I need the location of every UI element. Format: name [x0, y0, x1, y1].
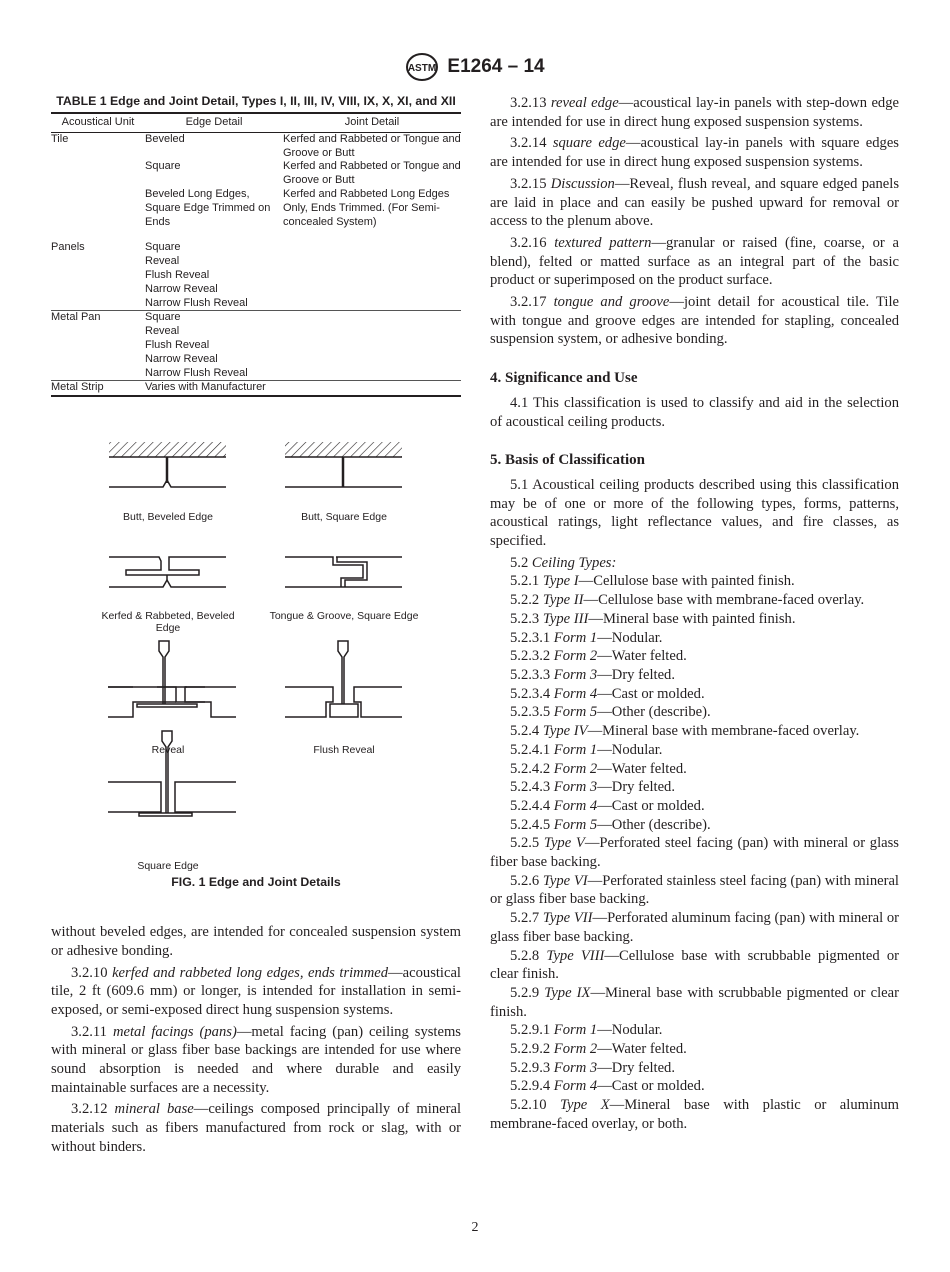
item-body: —ceilings composed principally of mineral materials such as fibers manufactured from rock or slag, with or without binders. — [51, 1101, 461, 1155]
item-body: —acoustical lay-in panels with step-down edge are intended for use in direct hung exposed suspension systems. — [490, 95, 899, 130]
kerfed-rabbeted-diagram — [109, 557, 226, 587]
item-number: 5.2.9.4 — [510, 1078, 551, 1095]
item-body: —Perforated steel facing (pan) with mineral or glass fiber base backing. — [490, 835, 899, 871]
list-item — [490, 629, 899, 648]
table-cell: Kerfed and Rabbeted or Tongue and Groove or Butt — [283, 132, 461, 159]
item-number: 5.2.6 — [510, 872, 540, 889]
item-term: Form 4 — [553, 797, 598, 814]
item-number: 5.2.9 — [510, 984, 540, 1001]
item-number: 5.2.4.5 — [510, 816, 551, 833]
table-row — [51, 241, 461, 255]
table-cell: Panels — [51, 241, 85, 254]
item-number: 5.2.8 — [510, 947, 540, 964]
table-cell: Flush Reveal — [145, 338, 210, 351]
item-number: 5.2.10 — [510, 1097, 547, 1114]
item-number: 3.2.13 — [510, 95, 547, 111]
table-cell: Metal Pan — [51, 311, 145, 325]
table-row — [51, 381, 461, 396]
item-term: reveal edge — [550, 95, 619, 111]
table-cell: Narrow Flush Reveal — [145, 366, 248, 379]
svg-text:ASTM: ASTM — [408, 63, 437, 74]
butt-beveled-diagram — [109, 442, 226, 487]
item-term: Type VIII — [546, 947, 605, 964]
table-cell — [51, 325, 145, 339]
item-term: kerfed and rabbeted long edges, ends trimmed — [112, 964, 389, 981]
page-header — [0, 52, 950, 82]
item-number: 5.2.9.1 — [510, 1022, 551, 1039]
table-cell: Beveled Long Edges, Square Edge Trimmed on Ends — [145, 187, 271, 228]
figure-label: Flush Reveal — [313, 744, 375, 757]
item-body: —Water felted. — [597, 760, 687, 777]
item-number: 5.2.9.3 — [510, 1059, 551, 1076]
item-number: 5.2.3.2 — [510, 648, 551, 665]
item-body: —Mineral base with scrubbable pigmented or clear finish. — [490, 984, 899, 1020]
item-number: 5.2.1 — [510, 573, 540, 590]
list-item — [490, 984, 899, 1021]
list-item — [490, 816, 899, 835]
paragraph: 5.1 Acoustical ceiling products described using this classification may be of one or more of the following types, forms, patterns, acoustical ratings, light reflectance values, and fire classes, as specified. — [490, 476, 899, 550]
item-number: 3.2.15 — [510, 175, 547, 192]
item-term: Type X — [559, 1097, 610, 1114]
list-item — [490, 647, 899, 666]
right-column — [490, 94, 899, 1134]
list-item — [490, 591, 899, 610]
list-item — [490, 554, 899, 573]
item-number: 5.2.7 — [510, 910, 540, 927]
item-number: 5.2 — [510, 554, 529, 571]
table-row — [51, 297, 461, 311]
item-term: tongue and groove — [553, 294, 670, 311]
figure-edge-joint-details — [51, 425, 461, 895]
paragraph — [490, 134, 899, 171]
table-row — [51, 269, 461, 283]
table-cell — [51, 255, 145, 269]
table-cell — [51, 339, 145, 353]
item-number: 5.2.5 — [510, 835, 540, 852]
item-term: Form 2 — [553, 1041, 598, 1058]
item-term: Type III — [542, 610, 589, 627]
list-item — [490, 909, 899, 946]
item-body: —Nodular. — [597, 1022, 663, 1039]
item-term: Form 4 — [553, 685, 598, 702]
item-term: Form 2 — [553, 648, 598, 665]
figure-caption: FIG. 1 Edge and Joint Details — [171, 875, 341, 890]
column-header: Acoustical Unit — [51, 113, 145, 132]
table-cell — [283, 283, 461, 297]
figure-label: Reveal — [151, 744, 185, 757]
column-header: Edge Detail — [145, 113, 283, 132]
item-body: —Cellulose base with scrubbable pigmented or clear finish. — [490, 947, 900, 983]
table-cell: Flush Reveal — [145, 268, 210, 281]
item-term: Ceiling Types: — [531, 554, 617, 571]
item-body: —Dry felted. — [597, 1059, 675, 1076]
table-row — [51, 132, 461, 160]
table-cell — [51, 367, 145, 381]
paragraph — [490, 293, 899, 349]
table-caption: TABLE 1 Edge and Joint Detail, Types I, II, III, IV, VIII, IX, X, XI, and XII — [56, 94, 456, 108]
item-term: Type VI — [542, 872, 588, 889]
item-term: metal facings (pans) — [112, 1023, 237, 1040]
item-body: —Other (describe). — [597, 816, 711, 833]
item-body: —Dry felted. — [597, 666, 675, 683]
item-term: Type IV — [542, 723, 588, 740]
item-term: Form 5 — [553, 704, 598, 721]
edge-joint-table — [51, 112, 461, 397]
item-body: —Cast or molded. — [597, 685, 705, 702]
list-item — [490, 1096, 899, 1133]
item-number: 5.2.3.1 — [510, 629, 551, 646]
table-cell: Square — [145, 311, 283, 325]
section-heading: 5. Basis of Classification — [490, 452, 646, 469]
item-term: Type I — [542, 573, 579, 590]
list-item — [490, 834, 899, 871]
table-row — [51, 311, 461, 325]
table-cell: Reveal — [145, 255, 180, 268]
table-cell: Metal Strip — [51, 381, 145, 396]
table-cell: Narrow Flush Reveal — [145, 296, 248, 309]
table-row — [51, 160, 461, 188]
section-heading: 4. Significance and Use — [490, 370, 638, 387]
paragraph — [51, 1023, 461, 1098]
butt-square-diagram — [285, 442, 402, 487]
item-term: Type II — [542, 592, 584, 609]
table-cell: Square — [145, 241, 181, 254]
paragraph: 4.1 This classification is used to classify and aid in the selection of acoustical ceiling products. — [490, 394, 899, 430]
item-term: textured pattern — [554, 234, 652, 251]
table-row — [51, 255, 461, 269]
item-number: 3.2.14 — [510, 135, 547, 152]
item-body: —Cast or molded. — [597, 1078, 705, 1095]
item-number: 3.2.11 — [71, 1023, 107, 1040]
item-number: 3.2.12 — [71, 1101, 108, 1118]
astm-logo-icon — [405, 52, 439, 82]
list-item — [490, 1021, 899, 1040]
paragraph — [51, 923, 461, 960]
table-cell: Beveled — [145, 132, 185, 145]
item-number: 5.2.3.3 — [510, 666, 551, 683]
item-term: Type VII — [542, 910, 593, 927]
list-item — [490, 797, 899, 816]
item-term: Type V — [543, 835, 585, 852]
list-item — [490, 872, 899, 909]
table-cell — [51, 353, 145, 367]
item-body: —granular or raised (fine, coarse, or a blend), felted or matted surface as an integral part of the basic product or superimposed on the product surface. — [490, 234, 899, 289]
figure-label: Butt, Beveled Edge — [123, 511, 213, 524]
table-cell — [283, 297, 461, 311]
page-number: 2 — [471, 1220, 479, 1235]
item-number: 5.2.3.4 — [510, 685, 551, 702]
figure-label: Butt, Square Edge — [301, 511, 387, 524]
item-number: 3.2.10 — [71, 964, 108, 981]
joint-diagrams — [51, 425, 461, 875]
table-row — [51, 188, 461, 229]
item-term: Form 1 — [553, 1022, 598, 1039]
item-body: —Dry felted. — [597, 779, 675, 796]
tongue-groove-diagram — [285, 557, 402, 587]
table-cell — [283, 269, 461, 283]
table-cell: Kerfed and Rabbeted or Tongue and Groove or Butt — [283, 160, 461, 187]
list-item — [490, 1040, 899, 1059]
item-term: Form 3 — [553, 1059, 598, 1076]
table-cell: Reveal — [145, 325, 180, 338]
table-cell — [283, 339, 461, 353]
table-cell — [51, 269, 145, 283]
item-term: mineral base — [114, 1101, 194, 1118]
figure-label: Tongue & Groove, Square Edge — [269, 610, 419, 623]
item-body: —Other (describe). — [597, 704, 711, 721]
column-header: Joint Detail — [283, 113, 461, 132]
item-body: —Perforated stainless steel facing (pan) with mineral or glass fiber base backing. — [490, 872, 899, 908]
table-cell — [283, 311, 461, 325]
item-body: —Nodular. — [597, 629, 663, 646]
figure-label: Kerfed & Rabbeted, Beveled Edge — [101, 610, 235, 635]
list-item — [490, 685, 899, 704]
item-term: square edge — [552, 135, 626, 152]
item-number: 3.2.16 — [510, 234, 547, 251]
item-body: —acoustical tile, 2 ft (609.6 mm) or longer, is intended for installation in semi-exposed, or semi-exposed direct hung suspension systems. — [51, 964, 461, 1018]
paragraph — [51, 1100, 461, 1156]
item-body: —Nodular. — [597, 741, 663, 758]
list-item — [490, 760, 899, 779]
item-body: —Mineral base with membrane-faced overlay. — [587, 723, 860, 740]
table-cell — [283, 255, 461, 269]
list-item — [490, 610, 899, 629]
item-number: 5.2.2 — [510, 592, 540, 609]
table-cell: Square — [145, 160, 181, 173]
item-term: Form 2 — [553, 760, 598, 777]
item-body: —Water felted. — [597, 648, 687, 665]
item-number: 5.2.4.1 — [510, 741, 551, 758]
item-body: —Mineral base with painted finish. — [588, 610, 796, 627]
table-row — [51, 325, 461, 339]
table-cell: Narrow Reveal — [145, 352, 218, 365]
table-cell — [283, 325, 461, 339]
table-cell — [51, 283, 145, 297]
figure-label: Square Edge — [137, 860, 199, 873]
item-term: Form 3 — [553, 779, 598, 796]
paragraph — [490, 94, 899, 131]
item-body: —acoustical lay-in panels with square edges are intended for use in direct hung exposed suspension systems. — [490, 135, 899, 171]
paragraph — [490, 175, 899, 231]
table-row — [51, 367, 461, 381]
left-column — [51, 94, 461, 1157]
table-row — [51, 353, 461, 367]
table-cell: Kerfed and Rabbeted Long Edges Only, Ends Trimmed. (For Semi-concealed System) — [283, 187, 450, 228]
reveal-diagram — [108, 641, 236, 717]
item-number: 5.2.3 — [510, 610, 540, 627]
item-body: —metal facing (pan) ceiling systems with mineral or glass fiber base backings are intended for use where sound absorption is needed and where durable and easily maintainable surfaces are a necessity. — [51, 1023, 461, 1096]
item-body: —Perforated aluminum facing (pan) with mineral or glass fiber base backing. — [490, 910, 899, 945]
item-body: —Mineral base with plastic or aluminum membrane-faced overlay, or both. — [490, 1097, 899, 1132]
table-cell — [283, 381, 461, 396]
table-cell — [51, 188, 145, 229]
list-item — [490, 1077, 899, 1096]
standard-designation: E1264 – 14 — [447, 56, 545, 77]
list-item — [490, 778, 899, 797]
item-term: Form 5 — [553, 816, 598, 833]
item-body: —Cast or molded. — [597, 797, 705, 814]
item-body: without beveled edges, are intended for concealed suspension system or adhesive bonding. — [51, 924, 461, 959]
table-cell: Varies with Manufacturer — [145, 381, 283, 396]
table-cell — [283, 353, 461, 367]
item-number: 5.2.4.3 — [510, 779, 551, 796]
item-number: 5.2.3.5 — [510, 704, 551, 721]
list-item — [490, 947, 899, 984]
list-item — [490, 572, 899, 591]
table-row — [51, 339, 461, 353]
left-body-text — [51, 923, 461, 1156]
item-term: Type IX — [544, 984, 591, 1001]
item-number: 3.2.17 — [510, 294, 547, 311]
list-item — [490, 666, 899, 685]
item-number: 5.2.9.2 — [510, 1041, 551, 1058]
list-item — [490, 741, 899, 760]
list-item — [490, 703, 899, 722]
item-term: Form 1 — [553, 741, 598, 758]
item-number: 5.2.4 — [510, 723, 540, 740]
item-term: Form 4 — [553, 1078, 598, 1095]
item-body: —Reveal, flush reveal, and square edged panels are laid in place and can easily be pushed upward for removal or access to the plenum above. — [490, 175, 899, 230]
item-body: —joint detail for acoustical tile. Tile with tongue and groove edges are intended for stapling, concealed suspension system, or adhesive bonding. — [490, 294, 900, 348]
item-term: Discussion — [550, 175, 615, 192]
table-cell: Narrow Reveal — [145, 282, 218, 295]
table-cell — [283, 367, 461, 381]
table-row — [51, 283, 461, 297]
paragraph — [490, 234, 899, 290]
spacer — [51, 229, 145, 241]
table-spacer — [51, 229, 461, 241]
table-cell — [51, 160, 145, 188]
item-number: 5.2.4.2 — [510, 760, 551, 777]
table-cell — [51, 297, 145, 311]
item-body: —Cellulose base with membrane-faced overlay. — [583, 592, 865, 609]
table-cell — [283, 241, 461, 255]
paragraph — [51, 964, 461, 1020]
item-term: Form 3 — [553, 666, 598, 683]
list-item — [490, 1059, 899, 1078]
flush-reveal-diagram — [285, 641, 402, 717]
list-item — [490, 722, 899, 741]
item-body: —Cellulose base with painted finish. — [578, 573, 795, 590]
item-number: 5.2.4.4 — [510, 797, 551, 814]
item-body: —Water felted. — [597, 1041, 687, 1058]
item-term: Form 1 — [553, 629, 598, 646]
table-cell: Tile — [51, 132, 69, 145]
